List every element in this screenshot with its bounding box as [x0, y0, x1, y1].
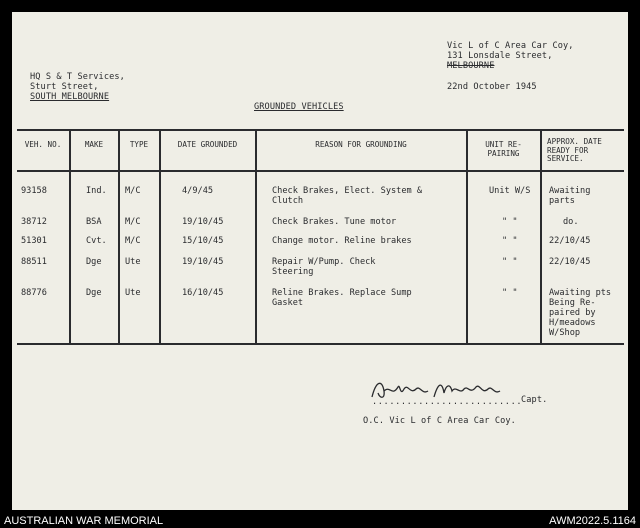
column-header-reason: REASON FOR GROUNDING	[315, 140, 407, 149]
table-cell-make: BSA	[86, 217, 102, 227]
sender-line-3: MELBOURNE	[447, 61, 495, 71]
table-cell-date: 19/10/45	[182, 257, 224, 267]
column-divider	[118, 130, 120, 345]
table-cell-veh: 93158	[21, 186, 47, 196]
table-cell-unit: " "	[502, 217, 518, 227]
document-title: GROUNDED VEHICLES	[254, 102, 344, 112]
table-cell-type: M/C	[125, 186, 141, 196]
table-cell-type: M/C	[125, 236, 141, 246]
table-cell-reason: Check Brakes, Elect. System & Clutch	[272, 186, 423, 206]
column-header-veh: VEH. NO.	[24, 140, 62, 149]
table-top-rule	[17, 129, 624, 131]
table-cell-approx: Awaiting parts	[549, 186, 591, 206]
table-bottom-rule	[17, 343, 624, 345]
table-cell-make: Dge	[86, 257, 102, 267]
recipient-line-2: Sturt Street,	[30, 82, 99, 92]
table-cell-date: 4/9/45	[182, 186, 214, 196]
table-cell-reason: Repair W/Pump. Check Steering	[272, 257, 376, 277]
table-cell-veh: 38712	[21, 217, 47, 227]
signature-rank: Capt.	[521, 395, 548, 405]
recipient-line-3: SOUTH MELBOURNE	[30, 92, 110, 102]
table-cell-approx: 22/10/45	[549, 257, 591, 267]
column-header-date: DATE GROUNDED	[177, 140, 238, 149]
table-cell-date: 19/10/45	[182, 217, 224, 227]
table-cell-make: Cvt.	[86, 236, 107, 246]
table-cell-unit: " "	[502, 236, 518, 246]
column-header-approx: APPROX. DATE READY FOR SERVICE.	[547, 137, 602, 164]
recipient-line-1: HQ S & T Services,	[30, 72, 125, 82]
table-cell-type: Ute	[125, 257, 141, 267]
table-cell-reason: Check Brakes. Tune motor	[272, 217, 397, 227]
table-cell-approx: 22/10/45	[549, 236, 591, 246]
sender-line-2: 131 Lonsdale Street,	[447, 51, 553, 61]
table-cell-type: M/C	[125, 217, 141, 227]
table-cell-veh: 88511	[21, 257, 47, 267]
table-header-rule	[17, 170, 624, 172]
table-cell-date: 15/10/45	[182, 236, 224, 246]
table-cell-unit: Unit W/S	[489, 186, 531, 196]
signatory-title: O.C. Vic L of C Area Car Coy.	[363, 416, 516, 426]
column-header-unit: UNIT RE- PAIRING	[485, 140, 522, 158]
table-cell-unit: " "	[502, 288, 518, 298]
column-divider	[69, 130, 71, 345]
table-cell-unit: " "	[502, 257, 518, 267]
signature-dotted-line: ..........................	[372, 397, 523, 407]
table-cell-make: Ind.	[86, 186, 107, 196]
column-divider	[255, 130, 257, 345]
column-divider	[466, 130, 468, 345]
footer-accession-number: AWM2022.5.1164	[549, 515, 636, 527]
column-header-make: MAKE	[84, 140, 104, 149]
table-cell-reason: Reline Brakes. Replace Sump Gasket	[272, 288, 412, 308]
letter-date: 22nd October 1945	[447, 82, 537, 92]
table-cell-reason: Change motor. Reline brakes	[272, 236, 412, 246]
table-cell-approx: Awaiting pts Being Re- paired by H/meadows W/Shop	[549, 288, 612, 338]
table-cell-veh: 51301	[21, 236, 47, 246]
table-cell-approx: do.	[563, 217, 579, 227]
table-cell-make: Dge	[86, 288, 102, 298]
column-divider	[159, 130, 161, 345]
footer-institution: AUSTRALIAN WAR MEMORIAL	[4, 515, 164, 527]
table-cell-veh: 88776	[21, 288, 47, 298]
table-cell-type: Ute	[125, 288, 141, 298]
column-header-type: TYPE	[129, 140, 149, 149]
sender-line-1: Vic L of C Area Car Coy,	[447, 41, 574, 51]
table-cell-date: 16/10/45	[182, 288, 224, 298]
